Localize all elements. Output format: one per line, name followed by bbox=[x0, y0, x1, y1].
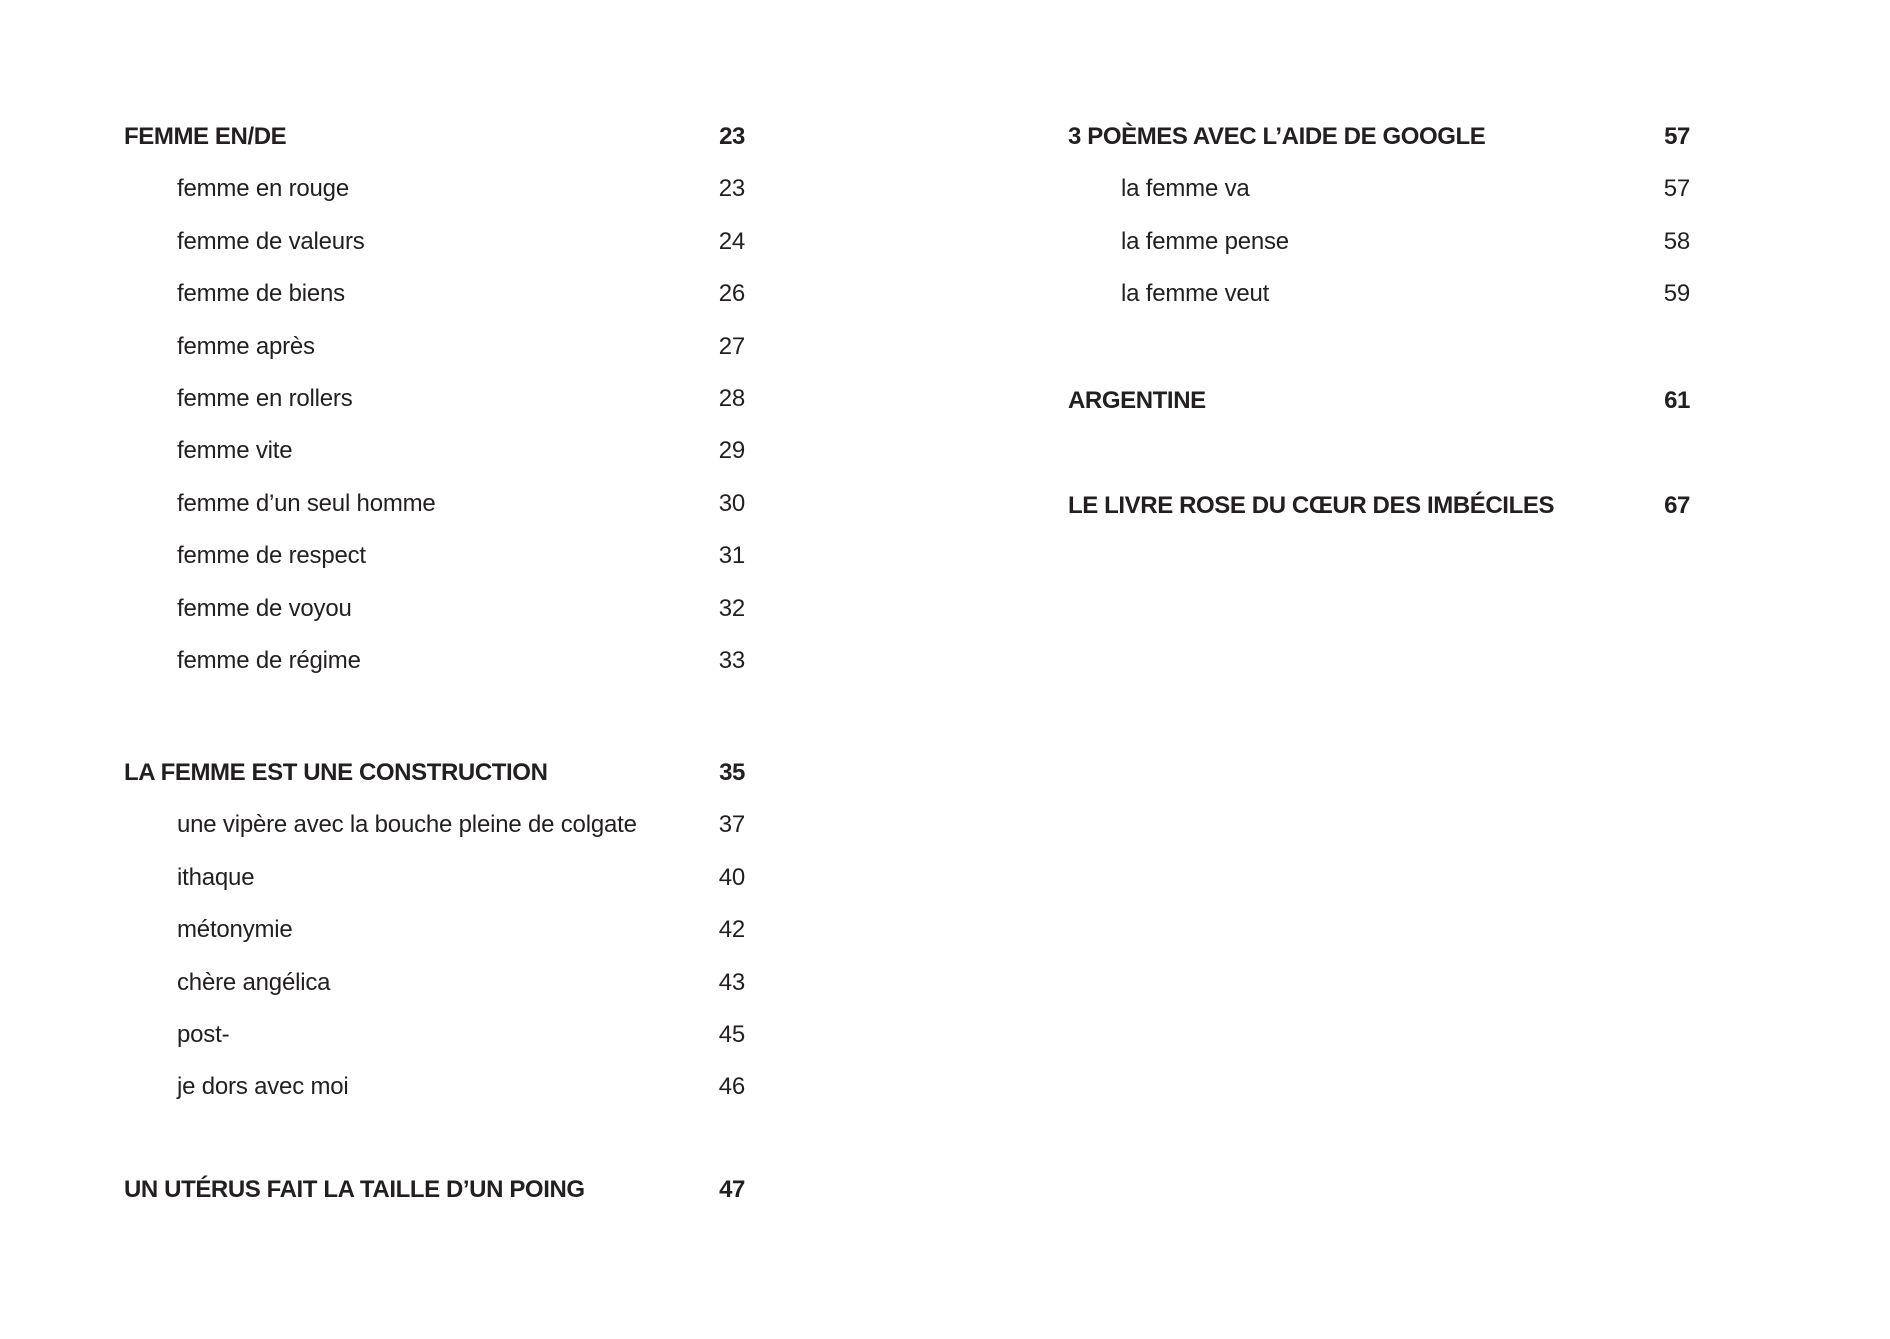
toc-section bbox=[1068, 111, 1690, 321]
toc-entry-page-number: 29 bbox=[718, 437, 745, 465]
toc-entry-page-number: 27 bbox=[718, 332, 745, 360]
toc-section-title: LA FEMME EST UNE CONSTRUCTION bbox=[124, 759, 548, 786]
toc-column-right bbox=[1068, 0, 1690, 1339]
toc-section-header-row bbox=[1068, 375, 1690, 427]
toc-entry-title: femme de respect bbox=[177, 542, 366, 570]
toc-entry-title: ithaque bbox=[177, 863, 255, 891]
toc-entry-row bbox=[124, 799, 745, 851]
toc-entry-row bbox=[124, 373, 745, 425]
toc-section-page-number: 35 bbox=[719, 759, 745, 786]
toc-entry-title: femme de biens bbox=[177, 280, 345, 308]
toc-entry-title: post- bbox=[177, 1020, 230, 1048]
toc-entry-page-number: 26 bbox=[718, 280, 745, 308]
toc-entry-title: femme d’un seul homme bbox=[177, 489, 436, 517]
toc-entry-page-number: 32 bbox=[718, 594, 745, 622]
toc-section-header-row bbox=[124, 111, 745, 163]
toc-section-title: UN UTÉRUS FAIT LA TAILLE D’UN POING bbox=[124, 1176, 585, 1203]
toc-entry-page-number: 23 bbox=[718, 175, 745, 203]
toc-section bbox=[1068, 375, 1690, 427]
toc-entry-row bbox=[124, 635, 745, 687]
toc-section-page-number: 23 bbox=[719, 123, 745, 150]
toc-entry-title: femme de régime bbox=[177, 646, 361, 674]
toc-entry-title: je dors avec moi bbox=[177, 1073, 349, 1101]
toc-section-page-number: 67 bbox=[1664, 492, 1690, 519]
toc-entry-page-number: 42 bbox=[718, 916, 745, 944]
toc-entry-title: chère angélica bbox=[177, 968, 331, 996]
toc-entry-row bbox=[124, 904, 745, 956]
toc-entry-title: métonymie bbox=[177, 916, 293, 944]
toc-entry-row bbox=[124, 321, 745, 373]
toc-entry-page-number: 58 bbox=[1663, 227, 1690, 255]
toc-entry-page-number: 43 bbox=[718, 968, 745, 996]
toc-entry-page-number: 40 bbox=[718, 863, 745, 891]
toc-section bbox=[124, 111, 745, 687]
toc-entry-row bbox=[124, 530, 745, 582]
toc-section-header-row bbox=[1068, 111, 1690, 163]
toc-entry-row bbox=[124, 957, 745, 1009]
toc-entry-row bbox=[124, 1061, 745, 1113]
toc-entry-page-number: 57 bbox=[1663, 175, 1690, 203]
toc-entry-page-number: 30 bbox=[718, 489, 745, 517]
toc-entry-page-number: 45 bbox=[718, 1020, 745, 1048]
toc-entry-title: femme en rouge bbox=[177, 175, 349, 203]
toc-entry-row bbox=[1068, 163, 1690, 215]
toc-entry-page-number: 33 bbox=[718, 646, 745, 674]
toc-section bbox=[1068, 480, 1690, 532]
toc-entry-title: femme en rollers bbox=[177, 384, 353, 412]
toc-entry-row bbox=[124, 163, 745, 215]
toc-section-header-row bbox=[1068, 480, 1690, 532]
toc-section-page-number: 47 bbox=[719, 1176, 745, 1203]
toc-entry-row bbox=[1068, 268, 1690, 320]
toc-section-title: FEMME EN/DE bbox=[124, 123, 287, 150]
toc-entry-title: la femme va bbox=[1121, 175, 1250, 203]
toc-entry-row bbox=[124, 1009, 745, 1061]
toc-section-page-number: 61 bbox=[1664, 387, 1690, 414]
toc-column-left bbox=[124, 0, 745, 1339]
toc-section-title: ARGENTINE bbox=[1068, 387, 1206, 414]
toc-entry-row bbox=[124, 852, 745, 904]
toc-entry-title: femme vite bbox=[177, 437, 293, 465]
toc-entry-title: la femme pense bbox=[1121, 227, 1289, 255]
toc-entry-row bbox=[124, 583, 745, 635]
toc-entry-title: femme de valeurs bbox=[177, 227, 365, 255]
toc-entry-title: femme après bbox=[177, 332, 315, 360]
toc-section-title: LE LIVRE ROSE DU CŒUR DES IMBÉCILES bbox=[1068, 492, 1555, 519]
toc-section bbox=[124, 1164, 745, 1216]
toc-entry-row bbox=[1068, 216, 1690, 268]
toc-entry-title: femme de voyou bbox=[177, 594, 352, 622]
toc-section-header-row bbox=[124, 1164, 745, 1216]
toc-section bbox=[124, 747, 745, 1114]
toc-section-page-number: 57 bbox=[1664, 123, 1690, 150]
toc-entry-title: la femme veut bbox=[1121, 280, 1270, 308]
toc-entry-page-number: 24 bbox=[718, 227, 745, 255]
toc-entry-page-number: 31 bbox=[718, 542, 745, 570]
toc-section-title: 3 POÈMES AVEC L’AIDE DE GOOGLE bbox=[1068, 123, 1486, 150]
toc-entry-row bbox=[124, 268, 745, 320]
toc-entry-page-number: 37 bbox=[718, 811, 745, 839]
toc-entry-row bbox=[124, 216, 745, 268]
toc-entry-page-number: 28 bbox=[718, 384, 745, 412]
toc-entry-row bbox=[124, 425, 745, 477]
toc-entry-page-number: 59 bbox=[1663, 280, 1690, 308]
toc-entry-title: une vipère avec la bouche pleine de colgate bbox=[177, 811, 637, 839]
toc-section-header-row bbox=[124, 747, 745, 799]
toc-entry-row bbox=[124, 478, 745, 530]
toc-entry-page-number: 46 bbox=[718, 1073, 745, 1101]
